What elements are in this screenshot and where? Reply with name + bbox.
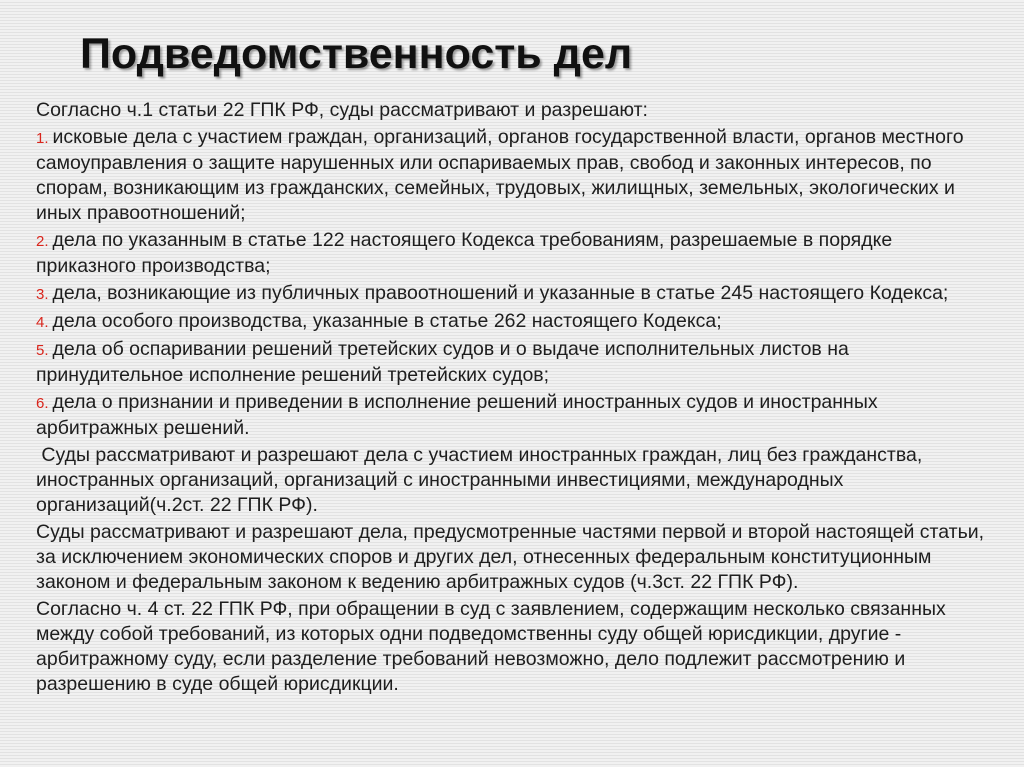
list-item-text: дела о признании и приведении в исполнение решений иностранных судов и иностранных арбитражных решений. <box>36 391 878 439</box>
list-item-text: дела, возникающие из публичных правоотношений и указанные в статье 245 настоящего Кодекса; <box>52 282 949 304</box>
list-item-2 <box>36 228 994 279</box>
paragraph-part-4: Согласно ч. 4 ст. 22 ГПК РФ, при обращении в суд с заявлением, содержащим несколько связанных между собой требований, из которых одни подведомственны суду общей юрисдикции, другие - арбитражному суду, если разделение требований невозможно, дело подлежит рассмотрению и разрешению в суде общей юрисдикции. <box>36 598 946 695</box>
paragraph-part-2: Суды рассматривают и разрешают дела с участием иностранных граждан, лиц без гражданства, иностранных организаций, организаций с иностранными инвестициями, международных организаций(ч.2ст. 22 ГПК РФ). <box>36 444 928 516</box>
list-number: 3. <box>36 286 49 303</box>
list-item-3 <box>36 281 994 307</box>
list-number: 5. <box>36 342 49 359</box>
slide-body <box>36 98 994 699</box>
list-item-4 <box>36 309 994 335</box>
list-item-1 <box>36 125 994 226</box>
list-item-text: дела особого производства, указанные в статье 262 настоящего Кодекса; <box>52 310 722 332</box>
list-number: 2. <box>36 233 49 250</box>
list-item-text: дела об оспаривании решений третейских судов и о выдаче исполнительных листов на принудительное исполнение решений третейских судов; <box>36 338 849 386</box>
slide-title: Подведомственность дел <box>80 30 633 78</box>
list-item-text: исковые дела с участием граждан, организаций, органов государственной власти, органов местного самоуправления о защите нарушенных или оспариваемых прав, свобод и законных интересов, по спорам, возникающим из гражданских, семейных, трудовых, жилищных, земельных, экологических и иных правоотношений; <box>36 126 964 224</box>
list-number: 4. <box>36 314 49 331</box>
list-item-text: дела по указанным в статье 122 настоящего Кодекса требованиям, разрешаемые в порядке приказного производства; <box>36 229 893 277</box>
list-item-6 <box>36 390 994 441</box>
list-number: 6. <box>36 395 49 412</box>
paragraph-part-3: Суды рассматривают и разрешают дела, предусмотренные частями первой и второй настоящей статьи, за исключением экономических споров и других дел, отнесенных федеральным конституционным законом и федеральным законом к ведению арбитражных судов (ч.3ст. 22 ГПК РФ). <box>36 521 985 593</box>
intro-paragraph: Согласно ч.1 статьи 22 ГПК РФ, суды рассматривают и разрешают: <box>36 99 648 121</box>
list-item-5 <box>36 337 994 388</box>
list-number: 1. <box>36 130 49 147</box>
